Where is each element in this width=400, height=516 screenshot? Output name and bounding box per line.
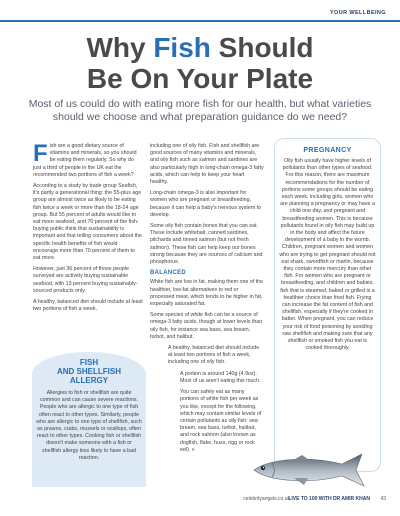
- allergy-title: [32, 358, 146, 385]
- standfirst: Most of us could do with eating more fish for our health, but what varieties should we choose and what preparation guidance do we need?: [28, 98, 372, 123]
- title-line2: Be On Your Plate: [86, 63, 314, 94]
- paragraph: Long-chain omega-3 is also important for women who are pregnant or breastfeeding, because it can help a baby's nervous system to develop.: [150, 190, 262, 218]
- pregnancy-body: Oily fish usually have higher levels of pollutants than other types of seafood. For this reason, there are maximum recommendations for the number of portions some groups should be eating each week, including girls, women who are planning a pregnancy or may have a child one day, and pregnant and breastfeeding women. This is because pollutants found in oily fish may build up in the body and affect the future development of a baby in the womb. Children, pregnant women and women who are trying to get pregnant should not eat shark, swordfish or marlin, because they contain more mercury than other fish. For women who are pregnant or breastfeeding, and children and babies, fish that is steamed, baked or grilled is a healthier choice than fried fish. Frying can increase the fat content of fish and shellfish, especially if they're cooked in batter. When pregnant, you can reduce your risk of food poisoning by avoiding raw shellfish and making sure that any shellfish or smoked fish you eat is cooked thoroughly.: [279, 158, 376, 352]
- paragraph: [150, 345, 264, 367]
- article-column-2: [150, 143, 264, 458]
- subhead-balanced: BALANCED: [150, 270, 187, 277]
- title-prefix: Why: [86, 32, 154, 63]
- title-suffix: Should: [210, 32, 314, 63]
- paragraph-text: A healthy, balanced diet should include at least two portions of fish a week, including one of oily fish.: [168, 345, 260, 366]
- allergy-title-line: FISH: [79, 358, 99, 367]
- page-title: [0, 32, 400, 94]
- allergy-title-line: AND SHELLFISH: [57, 367, 121, 376]
- end-mark: »: [191, 446, 195, 453]
- page-number: 43: [380, 496, 386, 502]
- paragraph: [150, 389, 264, 454]
- paragraph-text: You can safely eat as many portions of white fish per week as you like, except for the following, which may contain similar levels of certain pollutants as oily fish: sea bream, sea bass, turbot, halibut, and rock salmon (also known as dogfish, flake, huss, rigg or rock eel).: [180, 389, 262, 453]
- paragraph-text: A portion is around 140g (4.9oz). Most of us aren't eating this much.: [180, 370, 261, 384]
- paragraph: However, just 36 percent of those people surveyed are actively buying sustainable seafood, with 13 percent buying sustainably-sourced products only.: [33, 266, 138, 294]
- header-rule: [0, 20, 400, 22]
- allergy-title-line: ALLERGY: [69, 376, 109, 385]
- paragraph-text: ish are a good dietary source of vitamins and minerals, so you should be eating them regularly. So why do just a third of people in the UK eat the recommended two portions of fish a week?: [33, 143, 137, 178]
- title-accent: Fish: [153, 32, 211, 63]
- fish-illustration-icon: [250, 452, 368, 488]
- allergy-body: Allergies to fish or shellfish are quite common and can cause severe reactions. People who are allergic to one type of fish often react to other types. Similarly, people who are allergic to one type of shellfish, such as prawns, crabs, mussels or scallops, often react to other types. Cooking fish or shellfish doesn't make someone with a fish or shellfish allergy less likely to have a bad reaction.: [36, 390, 142, 461]
- paragraph: White fish are low in fat, making them one of the healthier, low-fat alternatives to red or processed meat, which tends to be higher in fat, especially saturated fat.: [150, 279, 264, 308]
- pregnancy-title: PREGNANCY: [303, 147, 352, 154]
- paragraph: [150, 371, 264, 385]
- article-column-1: [33, 140, 143, 317]
- dropcap: F: [33, 140, 48, 167]
- paragraph: A healthy, balanced diet should include at least two portions of fish a week,: [33, 299, 143, 313]
- paragraph: including one of oily fish. Fish and shellfish are good sources of many vitamins and minerals, and oily fish such as salmon and sardines are also particularly high in long-chain omega-3 fatty acids, which can help to keep your heart healthy.: [150, 143, 264, 186]
- paragraph: According to a study by trade group Seafish, it's partly a generational thing: the 55-plus age group are almost twice as likely to be eating fish twice a week or more than the 18-24 age group. But 55 percent of adults would like to eat more seafood, and 70 percent of the fish-buying public think that sustainability is important and that telling consumers about the specific health benefits of fish would encourage more than 70 percent of them to eat more.: [33, 183, 142, 262]
- paragraph: [33, 140, 143, 179]
- section-tag: YOUR WELLBEING: [329, 10, 386, 16]
- footer-url: celebrityangels.co.uk: [243, 496, 290, 502]
- paragraph: Some species of white fish can be a source of omega-3 fatty acids, though at lower levels than oily fish, for instance sea bass, sea bream, turbot, and halibut.: [150, 312, 263, 340]
- paragraph: Some oily fish contain bones that you can eat. These include whitebait, canned sardines, pilchards and tinned salmon (but not fresh salmon). These fish can help keep our bones strong because they are sources of calcium and phosphorus.: [150, 223, 263, 266]
- footer-feature: LIVE TO 100 WITH DR AMIR KHAN: [288, 496, 370, 502]
